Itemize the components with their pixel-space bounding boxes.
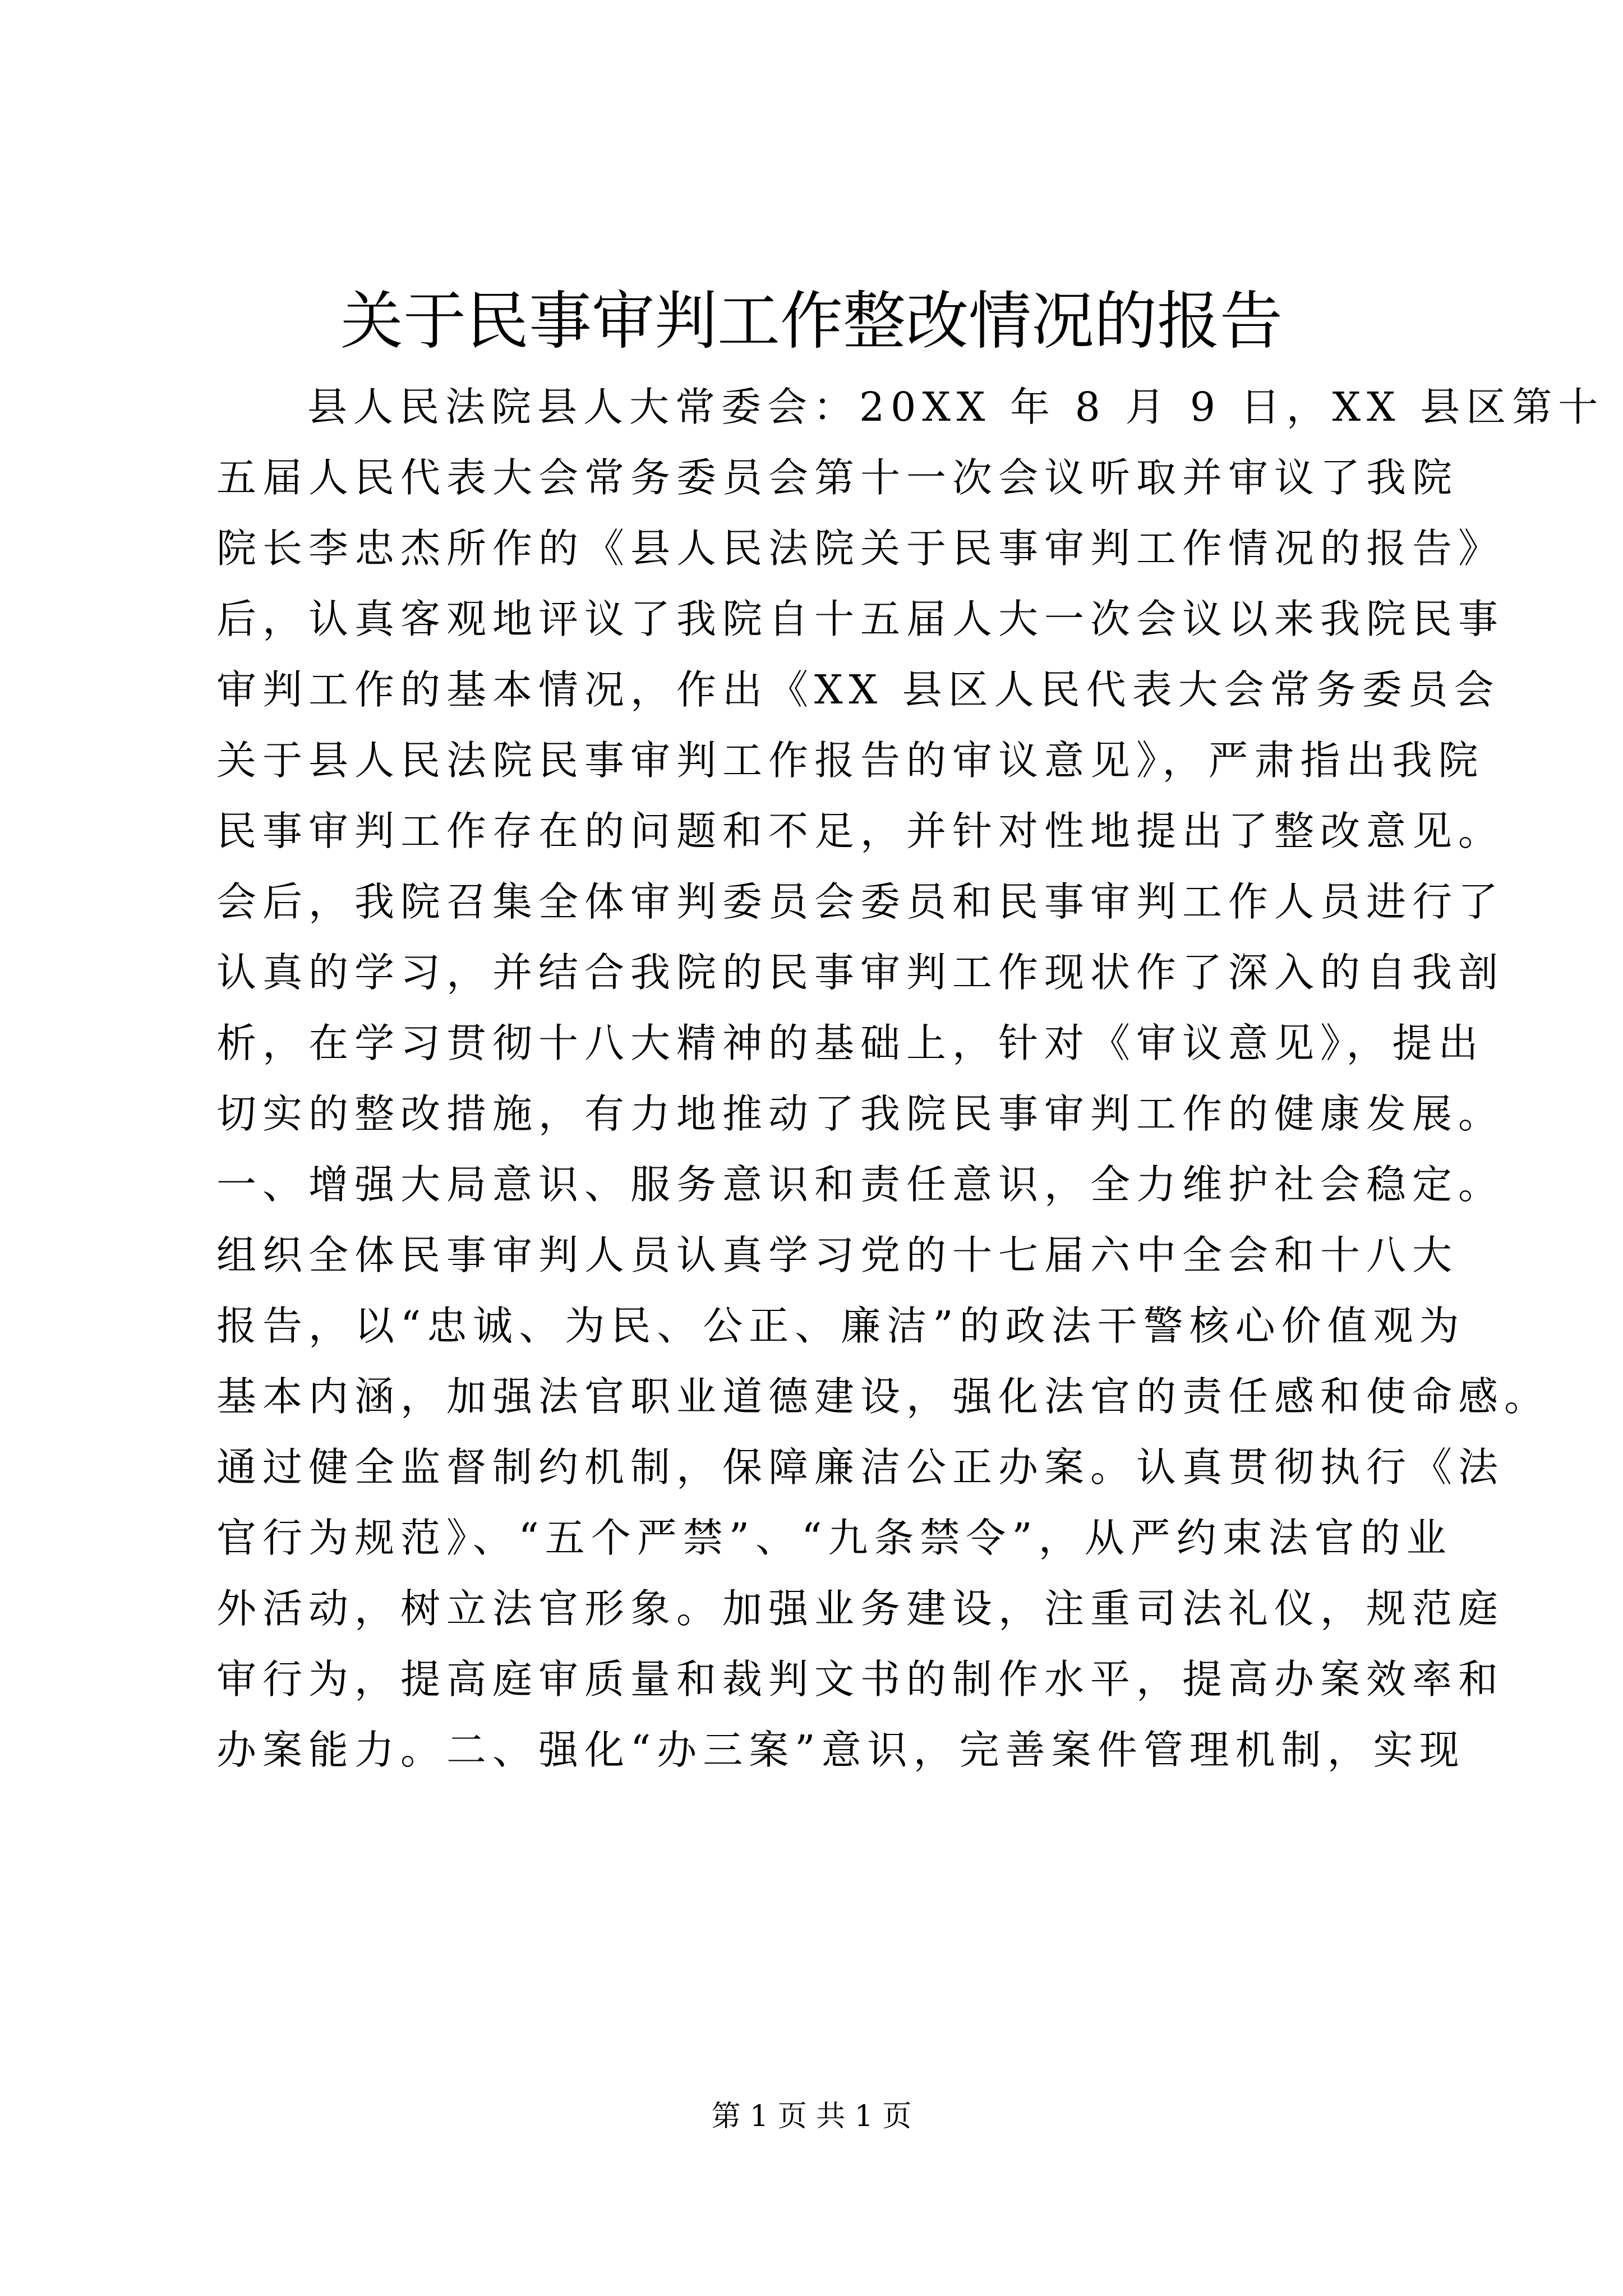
page-number: 第 1 页 共 1 页 [711,2100,912,2133]
body-line: 五届人民代表大会常务委员会第十一次会议听取并审议了我院 [216,454,1459,501]
body-line: 组织全体民事审判人员认真学习党的十七届六中全会和十八大 [216,1232,1459,1278]
body-line: 后，认真客观地评议了我院自十五届人大一次会议以来我院民事 [216,596,1505,642]
body-line: 会后，我院召集全体审判委员会委员和民事审判工作人员进行了 [216,878,1505,925]
body-line: 审判工作的基本情况，作出《XX 县区人民代表大会常务委员会 [216,666,1500,713]
body-line: 通过健全监督制约机制，保障廉洁公正办案。认真贯彻执行《法 [216,1444,1505,1490]
body-line: 基本内涵，加强法官职业道德建设，强化法官的责任感和使命感。 [216,1373,1551,1420]
body-line: 官行为规范》、“五个严禁”、“九条禁令”，从严约束法官的业 [216,1515,1453,1561]
body-line: 审行为，提高庭审质量和裁判文书的制作水平，提高办案效率和 [216,1656,1505,1703]
body-line: 析，在学习贯彻十八大精神的基础上，针对《审议意见》，提出 [216,1020,1484,1066]
body-line: 关于县人民法院民事审判工作报告的审议意见》，严肃指出我院 [216,737,1484,784]
body-line: 认真的学习，并结合我院的民事审判工作现状作了深入的自我剖 [216,949,1505,996]
body-line: 外活动，树立法官形象。加强业务建设，注重司法礼仪，规范庭 [216,1585,1505,1632]
body-line: 县人民法院县人大常委会：20XX 年 8 月 9 日，XX 县区第十 [307,384,1604,430]
body-line: 一、增强大局意识、服务意识和责任意识，全力维护社会稳定。 [216,1161,1505,1208]
body-line: 办案能力。二、强化“办三案”意识，完善案件管理机制，实现 [216,1727,1465,1773]
body-line: 院长李忠杰所作的《县人民法院关于民事审判工作情况的报告》 [216,525,1505,572]
document-body [216,372,1604,1786]
document-title: 关于民事审判工作整改情况的报告 [340,285,1283,358]
body-line: 民事审判工作存在的问题和不足，并针对性地提出了整改意见。 [216,808,1505,854]
body-line: 报告，以“忠诚、为民、公正、廉洁”的政法干警核心价值观为 [216,1303,1465,1349]
body-line: 切实的整改措施，有力地推动了我院民事审判工作的健康发展。 [216,1091,1505,1137]
